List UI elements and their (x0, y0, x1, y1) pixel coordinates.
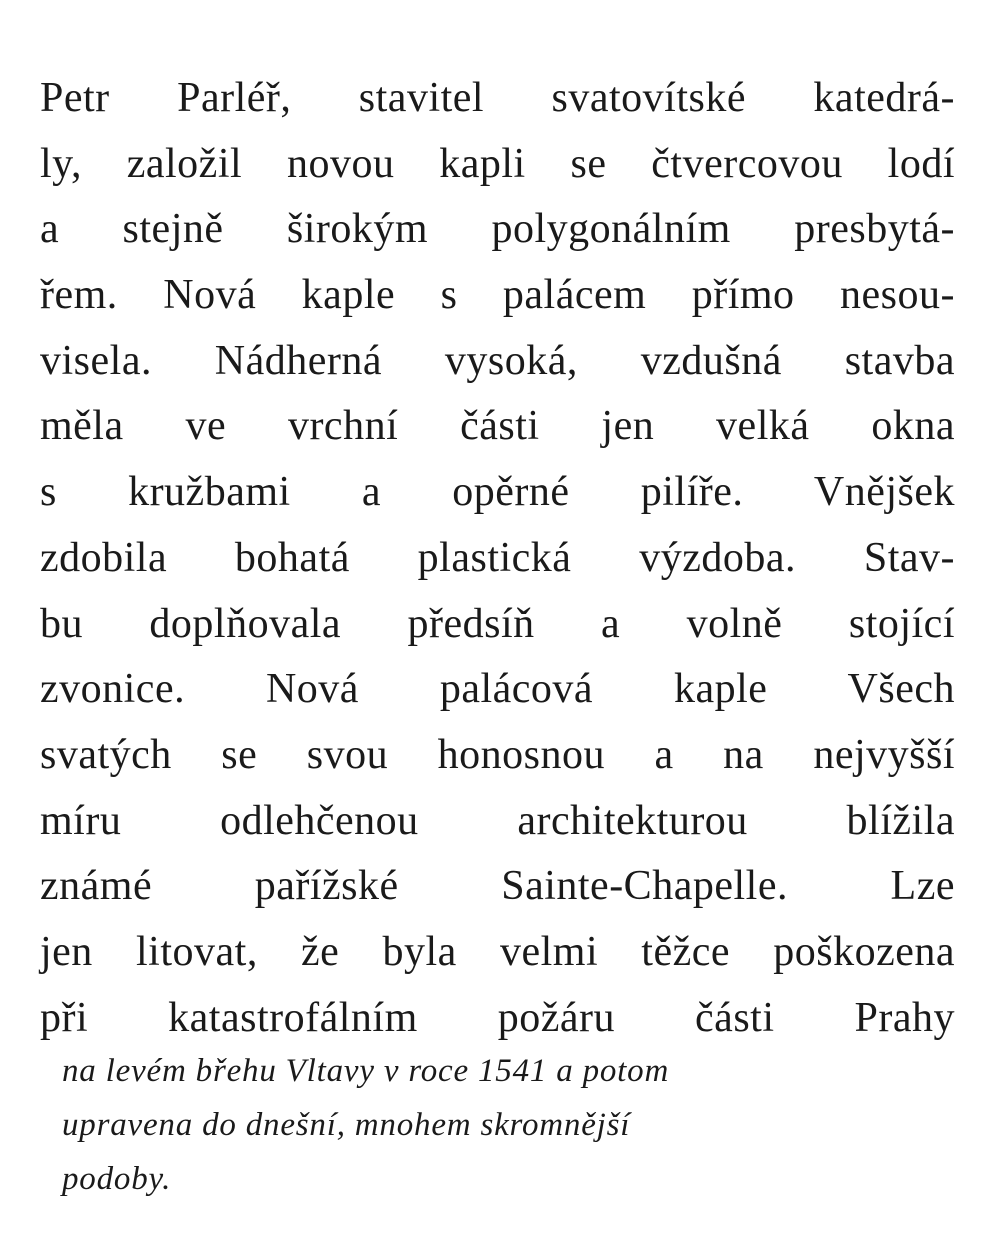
text-line: jen litovat, že byla velmi těžce poškozena (40, 928, 955, 975)
text-line: při katastrofálním požáru části Prahy (40, 994, 955, 1041)
text-line: ly, založil novou kapli se čtvercovou lodí (40, 140, 955, 187)
text-line: řem. Nová kaple s palácem přímo nesou- (40, 272, 955, 319)
italic-line: upravena do dnešní, mnohem skromnější (62, 1107, 631, 1143)
text-line: Petr Parléř, stavitel svatovítské katedrá- (40, 75, 955, 121)
main-paragraph (40, 66, 955, 1051)
text-line: svatých se svou honosnou a na nejvyšší (40, 731, 955, 778)
text-line: s kružbami a opěrné pilíře. Vnějšek (40, 469, 955, 516)
text-line: měla ve vrchní části jen velká okna (40, 403, 955, 450)
italic-line: podoby. (62, 1161, 172, 1197)
text-line: zvonice. Nová palácová kaple Všech (40, 666, 955, 713)
text-line: a stejně širokým polygonálním presbytá- (40, 206, 955, 253)
italic-continuation (62, 1044, 932, 1206)
text-line: bu doplňovala předsíň a volně stojící (40, 600, 955, 647)
italic-line: na levém břehu Vltavy v roce 1541 a potom (62, 1053, 670, 1089)
text-line: míru odlehčenou architekturou blížila (40, 797, 955, 844)
text-line: zdobila bohatá plastická výzdoba. Stav- (40, 534, 955, 581)
text-line: známé pařížské Sainte-Chapelle. Lze (40, 863, 955, 910)
text-line: visela. Nádherná vysoká, vzdušná stavba (40, 337, 955, 384)
